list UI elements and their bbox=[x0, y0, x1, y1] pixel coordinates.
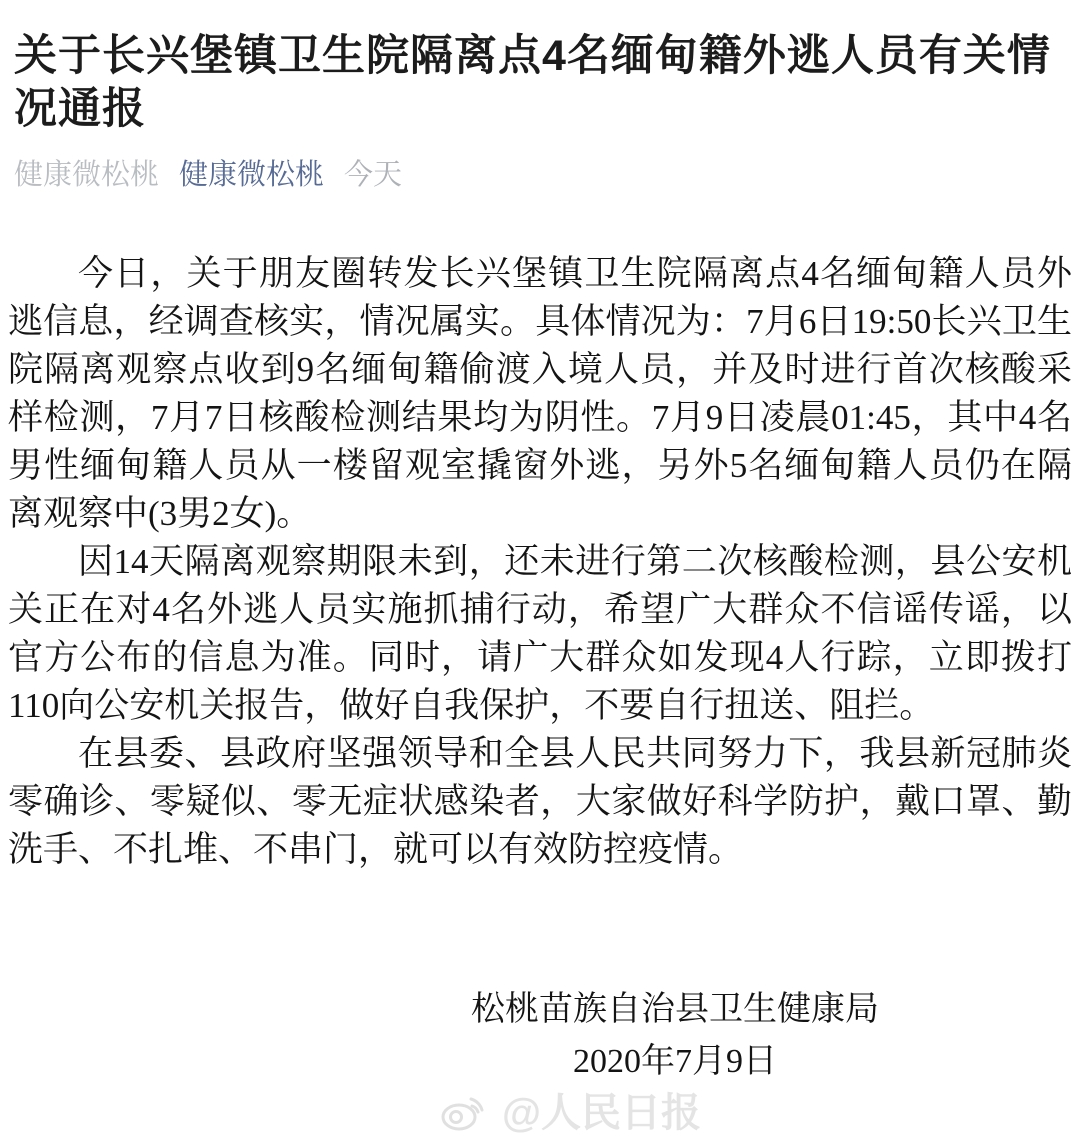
account-name-link[interactable]: 健康微松桃 bbox=[179, 159, 325, 191]
signature-date: 2020年7月9日 bbox=[573, 1043, 777, 1080]
account-name-muted: 健康微松桃 bbox=[14, 159, 160, 191]
weibo-icon bbox=[438, 1085, 492, 1135]
weibo-watermark bbox=[438, 1081, 701, 1138]
signature-org: 松桃苗族自治县卫生健康局 bbox=[471, 991, 879, 1028]
article-body bbox=[0, 192, 1080, 874]
paragraph: 今日，关于朋友圈转发长兴堡镇卫生院隔离点4名缅甸籍人员外逃信息，经调查核实，情况属实。具体情况为：7月6日19:50长兴卫生院隔离观察点收到9名缅甸籍偷渡入境人员，并及时进行首次核酸采样检测，7月7日核酸检测结果均为阴性。7月9日凌晨01:45，其中4名男性缅甸籍人员从一楼留观室撬窗外逃，另外5名缅甸籍人员仍在隔离观察中(3男2女)。 bbox=[8, 254, 1072, 533]
watermark-text: @人民日报 bbox=[502, 1091, 702, 1135]
byline bbox=[0, 136, 1080, 192]
publish-date: 今天 bbox=[344, 159, 403, 191]
paragraph: 因14天隔离观察期限未到，还未进行第二次核酸检测，县公安机关正在对4名外逃人员实施抓捕行动，希望广大群众不信谣传谣，以官方公布的信息为准。同时，请广大群众如发现4人行踪，立即拨打110向公安机关报告，做好自我保护，不要自行扭送、阻拦。 bbox=[8, 542, 1072, 725]
paragraph: 在县委、县政府坚强领导和全县人民共同努力下，我县新冠肺炎零确诊、零疑似、零无症状感染者，大家做好科学防护，戴口罩、勤洗手、不扎堆、不串门，就可以有效防控疫情。 bbox=[8, 734, 1072, 869]
signature-block bbox=[270, 986, 1080, 1086]
article-title: 关于长兴堡镇卫生院隔离点4名缅甸籍外逃人员有关情况通报 bbox=[14, 32, 1051, 133]
